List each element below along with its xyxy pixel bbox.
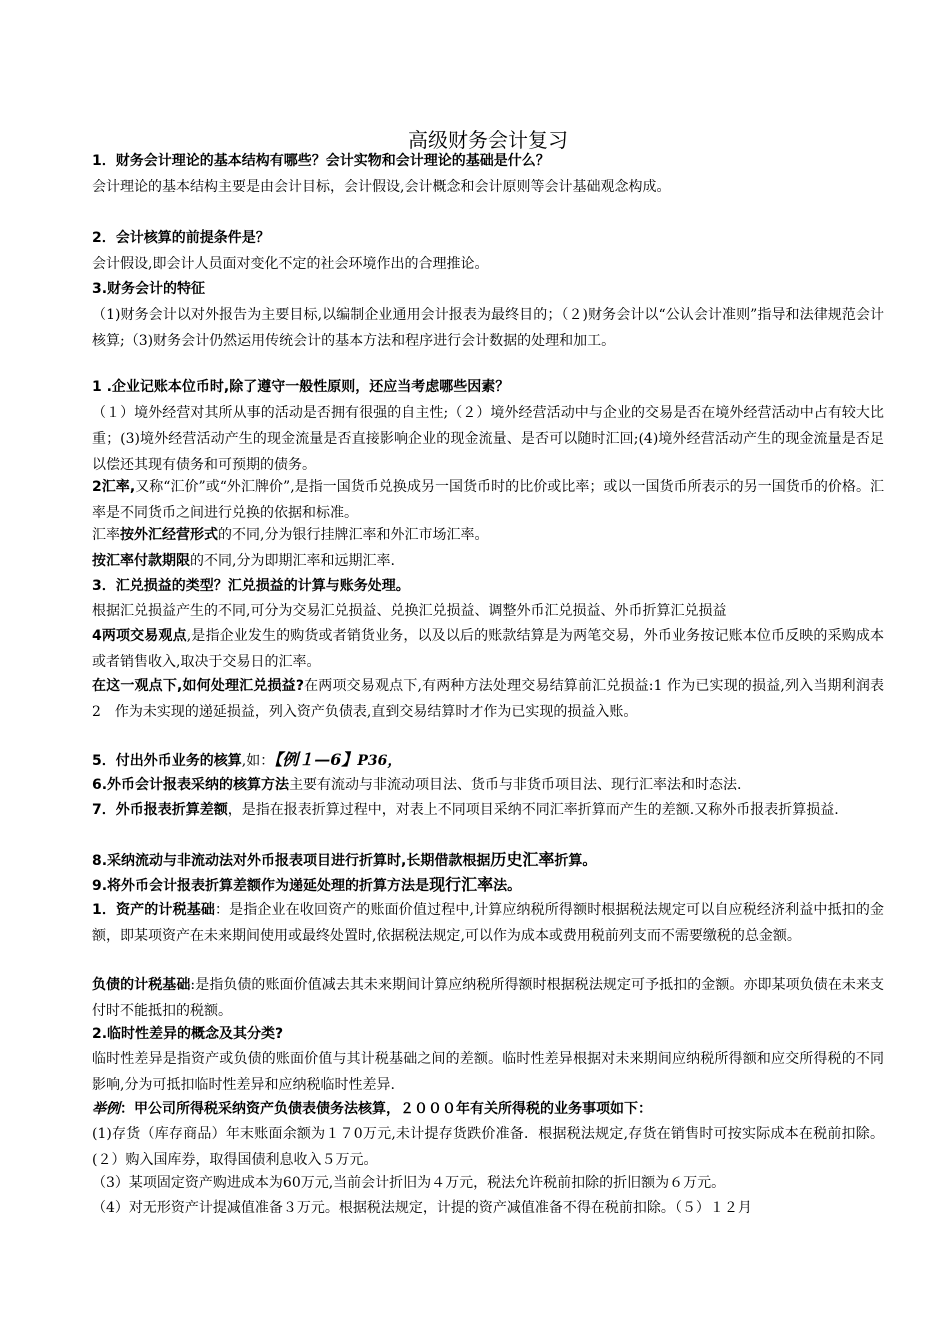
fx2b-text: 的不同,分为银行挂牌汇率和外汇市场汇率。: [218, 527, 489, 543]
example-heading-text: ：甲公司所得税采纳资产负债表债务法核算，２０００年有关所得税的业务事项如下：: [120, 1101, 652, 1117]
fx2-term: 2汇率,: [92, 479, 136, 495]
fx3-answer: 根据汇兑损益产生的不同,可分为交易汇兑损益、兑换汇兑损益、调整外币汇兑损益、外币折算汇兑损益: [92, 603, 727, 619]
fx7-term: 7．外币报表折算差额: [92, 802, 228, 818]
fx2b-paragraph: [92, 522, 884, 548]
fx8-paragraph: [92, 847, 884, 874]
fx7-paragraph: [92, 797, 884, 823]
fx2c-paragraph: [92, 548, 884, 574]
fx4-text: ,是指企业发生的购货或者销货业务，以及以后的账款结算是为两笔交易，外币业务按记账本位币反映的采购成本或者销售收入,取决于交易日的汇率。: [92, 628, 884, 670]
example-item-1: (1)存货（库存商品）年末账面余额为１７0万元,未计提存货跌价准备．根据税法规定,存货在销售时可按实际成本在税前扣除。(２）购入国库券，取得国债利息收入５万元。: [92, 1126, 884, 1168]
tx1b-paragraph: [92, 972, 884, 1024]
q1-answer: 会计理论的基本结构主要是由会计目标，会计假设,会计概念和会计原则等会计基础观念构成。: [92, 179, 671, 195]
fx1-answer: （１）境外经营对其所从事的活动是否拥有很强的自主性;（２）境外经营活动中与企业的交易是否在境外经营活动中占有较大比重；(3)境外经营活动产生的现金流量是否直接影响企业的现金流量、是否可以随时汇回;(4)境外经营活动产生的现金流量是否足以偿还其现有债务和可预期的债务。: [92, 405, 884, 473]
fx2-text: 又称“汇价”或“外汇牌价”,是指一国货币兑换成另一国货币时的比价或比率；或以一国货币所表示的另一国货币的价格。汇率是不同货币之间进行兑换的依据和标准。: [92, 479, 884, 521]
fx9-emph: 现行汇率: [429, 875, 494, 894]
fx2b-term: 按外汇经营形式: [120, 527, 218, 543]
fx8-text: 8.采纳流动与非流动法对外币报表项目进行折算时,长期借款根据: [92, 853, 491, 869]
fx7-text: ，是指在报表折算过程中，对表上不同项目采纳不同汇率折算而产生的差额.又称外币报表折算损益.: [227, 802, 839, 818]
fx6-text: 主要有流动与非流动项目法、货币与非货币项目法、现行汇率法和时态法.: [289, 777, 742, 793]
fx6-term: 6.外币会计报表采纳的核算方法: [92, 777, 290, 793]
tx1-term: 1．资产的计税基础: [92, 902, 215, 918]
tx2-heading: 2.临时性差异的概念及其分类?: [92, 1026, 284, 1042]
q2-heading: 2．会计核算的前提条件是？: [92, 230, 270, 246]
example-label: 举例: [92, 1101, 120, 1117]
q3-answer: （1)财务会计以对外报告为主要目标,以编制企业通用会计报表为最终目的；（２)财务会计以“公认会计准则”指导和法律规范会计核算;（3)财务会计仍然运用传统会计的基本方法和程序进行会计数据的处理和加工。: [92, 307, 884, 349]
fx2b-pre: 汇率: [92, 527, 120, 543]
q2-answer: 会计假设,即会计人员面对变化不定的社会环境作出的合理推论。: [92, 256, 489, 272]
fx5-example: 【例１—6】: [274, 750, 358, 769]
tx2-answer: 临时性差异是指资产或负债的账面价值与其计税基础之间的差额。临时性差异根据对未来期间应纳税所得额和应交所得税的不同影响,分为可抵扣临时性差异和应纳税临时性差异.: [92, 1051, 884, 1093]
fx4b-text: 在两项交易观点下,有两种方法处理交易结算前汇兑损益:1 作为已实现的损益,列入当期利润表 2 作为未实现的递延损益，列入资产负债表,直到交易结算时才作为已实现的损益入账。: [92, 678, 898, 720]
fx4b-paragraph: [92, 673, 898, 725]
fx4-paragraph: [92, 623, 884, 675]
fx4-term: 4两项交易观点: [92, 628, 187, 644]
fx5-page: P36，: [357, 753, 402, 769]
fx9-end: 法。: [493, 878, 522, 894]
fx5-pre: 5．付出外币业务的核算: [92, 753, 242, 769]
tx1b-term: 负债的计税基础: [92, 977, 191, 993]
tx1-paragraph: [92, 897, 884, 949]
fx9-paragraph: [92, 872, 884, 899]
fx8-emph: 历史汇率: [490, 850, 555, 869]
q1-heading: 1．财务会计理论的基本结构有哪些？会计实物和会计理论的基础是什么？: [92, 153, 550, 169]
fx5-paragraph: [92, 747, 884, 774]
fx4b-term: 在这一观点下,如何处理汇兑损益?: [92, 678, 304, 694]
fx3-heading: 3．汇兑损益的类型？汇兑损益的计算与账务处理。: [92, 578, 410, 594]
tx1b-text: :是指负债的账面价值减去其未来期间计算应纳税所得额时根据税法规定可予抵扣的金额。亦即某项负债在未来支付时不能抵扣的税额。: [92, 977, 885, 1019]
document-title: 高级财务会计复习: [408, 128, 568, 152]
fx1-heading: 1 .企业记账本位币时,除了遵守一般性原则，还应当考虑哪些因素？: [92, 379, 510, 395]
fx5-mid: ,如：: [241, 753, 275, 769]
fx9-text: 9.将外币会计报表折算差额作为递延处理的折算方法是: [92, 878, 430, 894]
q3-heading: 3.财务会计的特征: [92, 281, 206, 297]
fx2-paragraph: [92, 474, 884, 526]
example-item-3: （3）某项固定资产购进成本为60万元,当前会计折旧为４万元，税法允许税前扣除的折旧额为６万元。: [92, 1175, 726, 1191]
fx2c-text: 的不同,分为即期汇率和远期汇率.: [190, 553, 395, 569]
fx2c-term: 按汇率付款期限: [92, 553, 190, 569]
fx6-paragraph: [92, 772, 884, 798]
fx8-end: 折算。: [554, 853, 597, 869]
example-item-4: （4）对无形资产计提减值准备３万元。根据税法规定，计提的资产减值准备不得在税前扣除。（５）１２月: [92, 1200, 752, 1216]
example-heading: [92, 1096, 884, 1122]
tx1-text: ：是指企业在收回资产的账面价值过程中,计算应纳税所得额时根据税法规定可以自应税经济利益中抵扣的金额，即某项资产在未来期间使用或最终处置时,依据税法规定,可以作为成本或费用税前列支而不需要缴税的总金额。: [92, 902, 884, 944]
